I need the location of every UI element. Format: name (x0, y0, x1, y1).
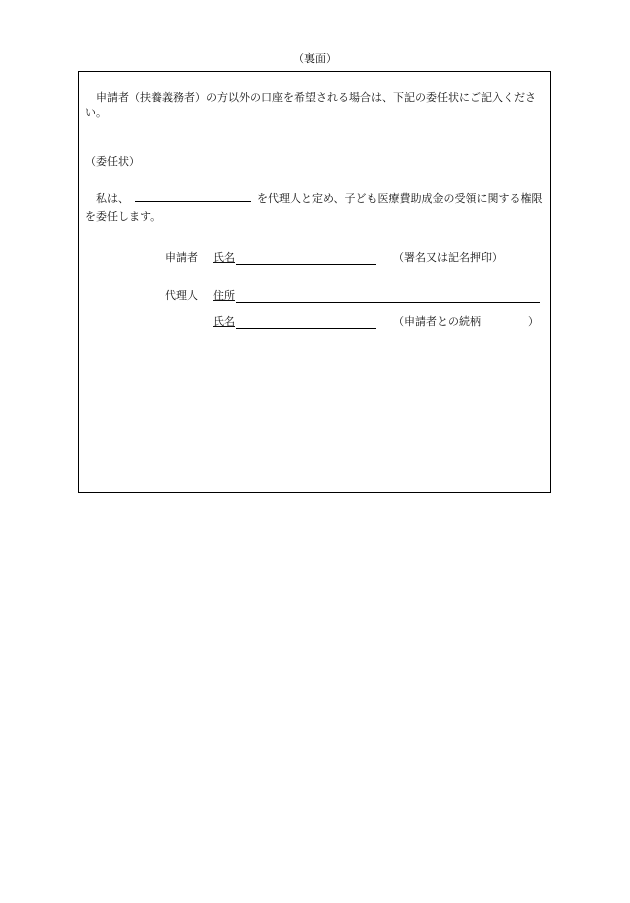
authorization-suffix: を代理人と定め、子ども医療費助成金の受領に関する権限を委任します。 (85, 192, 543, 223)
applicant-name-label: 氏名 (213, 251, 235, 264)
agent-name-field[interactable] (236, 315, 376, 329)
applicant-row (79, 250, 549, 266)
agent-address-label: 住所 (213, 289, 235, 302)
agent-name-label: 氏名 (213, 315, 235, 328)
agent-role-label: 代理人 (165, 289, 198, 302)
authorization-prefix: 私は、 (96, 192, 129, 205)
agent-relation-note: （申請者との続柄 (393, 315, 481, 328)
agent-relation-close: ） (528, 315, 539, 328)
authorization-statement (85, 189, 547, 226)
applicant-role-label: 申請者 (165, 251, 198, 264)
agent-name-blank[interactable] (135, 189, 251, 202)
agent-address-row (79, 288, 549, 304)
agent-address-field[interactable] (236, 289, 540, 303)
intro-text: 申請者（扶養義務者）の方以外の口座を希望される場合は、下記の委任状にご記入ください。 (85, 91, 536, 119)
agent-name-row (79, 314, 549, 330)
page-title: （裏面） (293, 52, 337, 65)
section-title: （委任状） (85, 155, 140, 168)
applicant-name-field[interactable] (236, 251, 376, 265)
applicant-signature-note: （署名又は記名押印） (393, 251, 503, 264)
proxy-form-box (78, 71, 551, 493)
